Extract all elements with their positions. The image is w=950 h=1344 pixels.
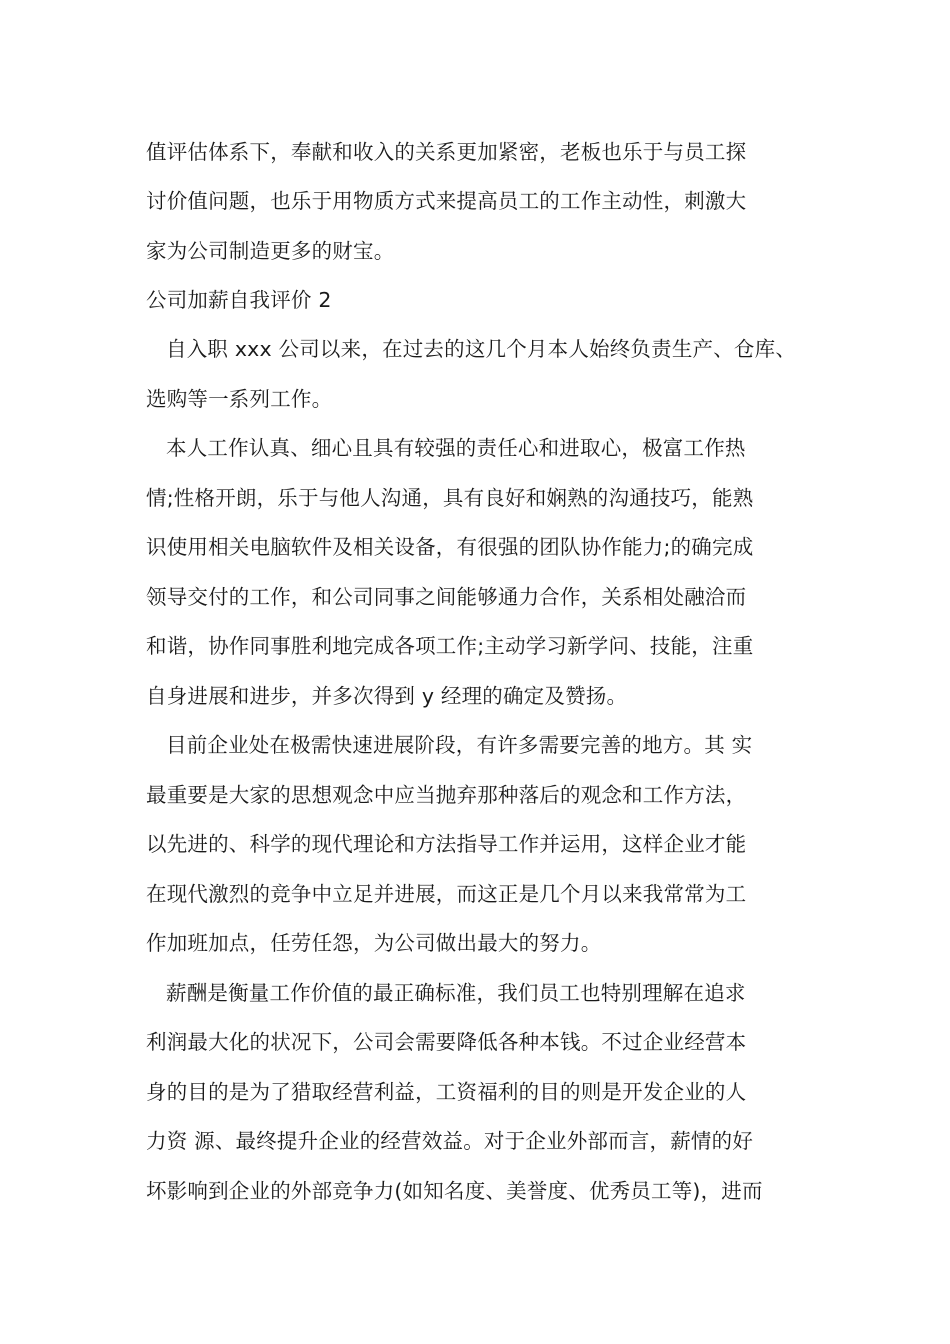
text-line: 自入职 xxx 公司以来，在过去的这几个月本人始终负责生产、仓库、 xyxy=(166,337,797,361)
text-line: 身的目的是为了猎取经营利益，工资福利的目的则是开发企业的人 xyxy=(146,1080,747,1104)
text-line: 情;性格开朗，乐于与他人沟通，具有良好和娴熟的沟通技巧，能熟 xyxy=(146,486,754,510)
text-line: 利润最大化的状况下，公司会需要降低各种本钱。不过企业经营本 xyxy=(146,1030,747,1054)
section-heading: 公司加薪自我评价 2 xyxy=(146,288,332,312)
text-line: 作加班加点，任劳任怨，为公司做出最大的努力。 xyxy=(146,931,602,955)
text-line: 选购等一系列工作。 xyxy=(146,387,333,411)
text-line: 讨价值问题，也乐于用物质方式来提高员工的工作主动性，刺激大 xyxy=(146,189,747,213)
text-line: 坏影响到企业的外部竞争力(如知名度、美誉度、优秀员工等)，进而 xyxy=(146,1179,763,1203)
text-line: 在现代激烈的竞争中立足并进展，而这正是几个月以来我常常为工 xyxy=(146,882,747,906)
text-line: 和谐，协作同事胜利地完成各项工作;主动学习新学问、技能，注重 xyxy=(146,634,754,658)
text-line: 值评估体系下，奉献和收入的关系更加紧密，老板也乐于与员工探 xyxy=(146,140,747,164)
text-line: 最重要是大家的思想观念中应当抛弃那种落后的观念和工作方法， xyxy=(146,783,747,807)
text-line: 以先进的、科学的现代理论和方法指导工作并运用，这样企业才能 xyxy=(146,832,747,856)
text-line: 家为公司制造更多的财宝。 xyxy=(146,239,395,263)
text-line: 领导交付的工作，和公司同事之间能够通力合作，关系相处融洽而 xyxy=(146,585,747,609)
text-line: 目前企业处在极需快速进展阶段，有许多需要完善的地方。其 实 xyxy=(166,733,753,757)
text-line: 本人工作认真、细心且具有较强的责任心和进取心，极富工作热 xyxy=(166,436,746,460)
text-line: 力资 源、最终提升企业的经营效益。对于企业外部而言，薪情的好 xyxy=(146,1129,754,1153)
text-line: 薪酬是衡量工作价值的最正确标准，我们员工也特别理解在追求 xyxy=(166,981,746,1005)
text-line: 自身进展和进步，并多次得到 y 经理的确定及赞扬。 xyxy=(146,684,628,708)
text-line: 识使用相关电脑软件及相关设备，有很强的团队协作能力;的确完成 xyxy=(146,535,754,559)
